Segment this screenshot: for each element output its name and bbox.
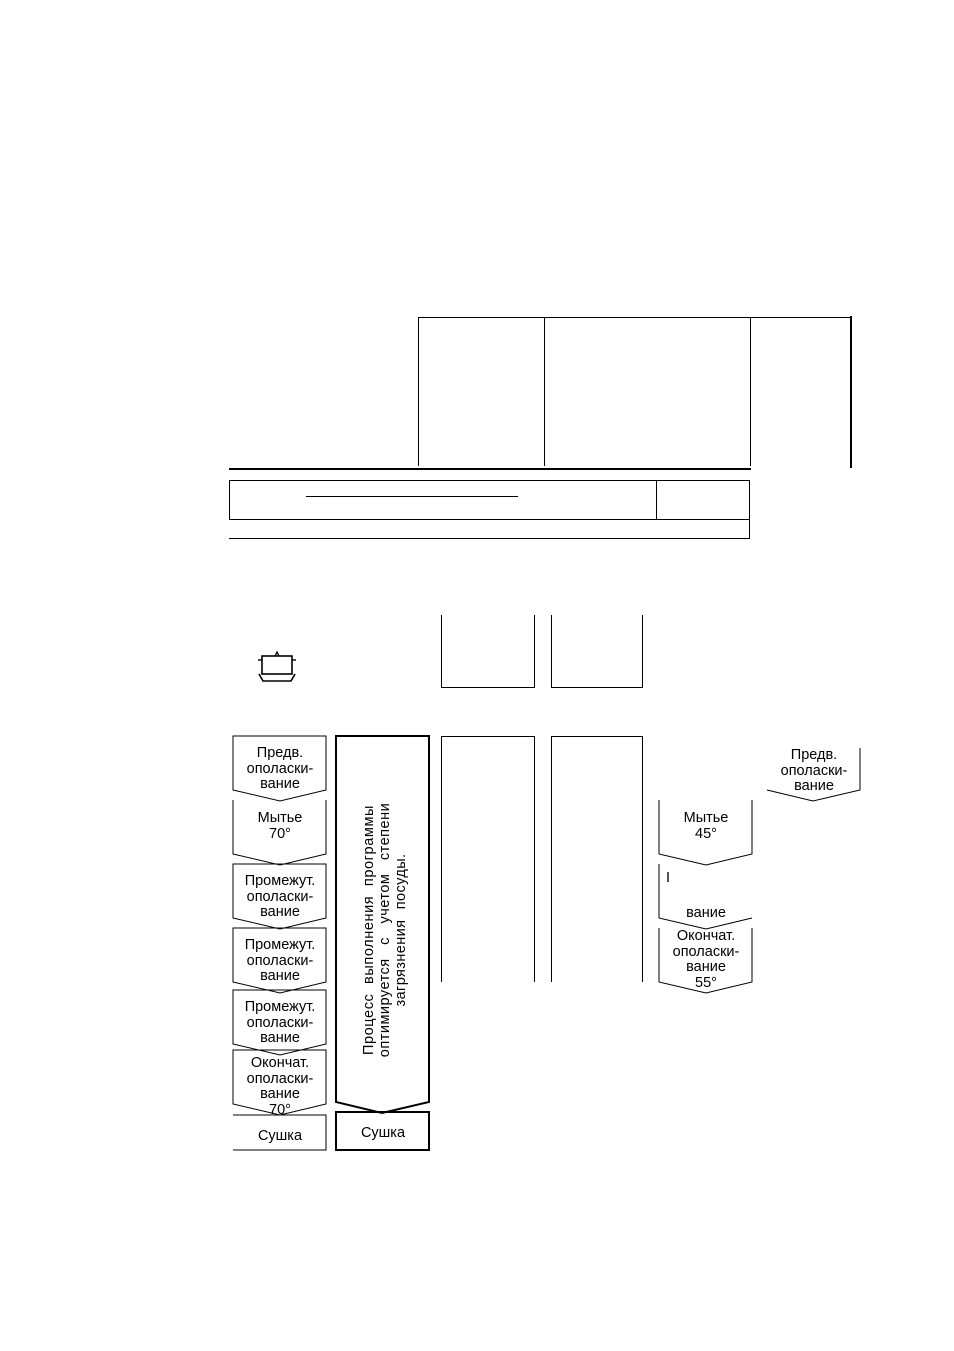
- step-line: вание: [260, 968, 300, 984]
- step-line: Сушка: [360, 1125, 406, 1141]
- step-line: Предв.: [256, 745, 304, 761]
- step-line: ополаски-: [246, 888, 314, 905]
- step-prewash: [233, 746, 327, 793]
- step-line: ополаски-: [672, 943, 740, 960]
- step-line: вание: [794, 778, 834, 794]
- note-line: загрязнения посуды.: [393, 853, 409, 1007]
- step-line: вание: [260, 1086, 300, 1102]
- step-partial-label: [659, 906, 753, 922]
- step-line: вание: [260, 1030, 300, 1046]
- step-final-rinse-55: [659, 929, 753, 991]
- step-line: Окончат.: [676, 928, 736, 944]
- step-prewash-f: [767, 748, 861, 795]
- step-line: Окончат.: [250, 1055, 310, 1071]
- step-line: 70°: [269, 825, 291, 842]
- step-line: вание: [686, 959, 726, 975]
- step-line: 45°: [695, 825, 717, 842]
- step-line: Сушка: [257, 1128, 303, 1144]
- step-line: ополаски-: [246, 1014, 314, 1031]
- step-intermediate-rinse: [233, 874, 327, 921]
- step-dry: [233, 1129, 327, 1145]
- step-line: вание: [686, 905, 726, 921]
- step-partial-mark: I: [666, 870, 671, 886]
- step-line: Предв.: [790, 747, 838, 763]
- step-final-rinse: [233, 1056, 327, 1118]
- step-line: Промежут.: [244, 999, 316, 1015]
- step-intermediate-rinse: [233, 1000, 327, 1047]
- step-line: Мытье: [257, 810, 303, 826]
- step-line: Промежут.: [244, 873, 316, 889]
- step-line: ополаски-: [246, 760, 314, 777]
- step-line: вание: [260, 776, 300, 792]
- step-line: Мытье: [683, 810, 729, 826]
- program-b-note: [361, 730, 409, 1130]
- step-line: 70°: [269, 1101, 291, 1118]
- step-line: Промежут.: [244, 937, 316, 953]
- program-b-dry-label: [336, 1126, 430, 1142]
- step-line: 55°: [695, 974, 717, 991]
- step-line: ополаски-: [246, 1070, 314, 1087]
- step-wash: [233, 811, 327, 842]
- step-wash-45: [659, 811, 753, 842]
- step-line: ополаски-: [780, 762, 848, 779]
- step-intermediate-rinse: [233, 938, 327, 985]
- note-line: оптимируется с учетом степени: [377, 802, 393, 1058]
- note-line: Процесс выполнения программы: [361, 804, 377, 1056]
- step-line: ополаски-: [246, 952, 314, 969]
- step-line: вание: [260, 904, 300, 920]
